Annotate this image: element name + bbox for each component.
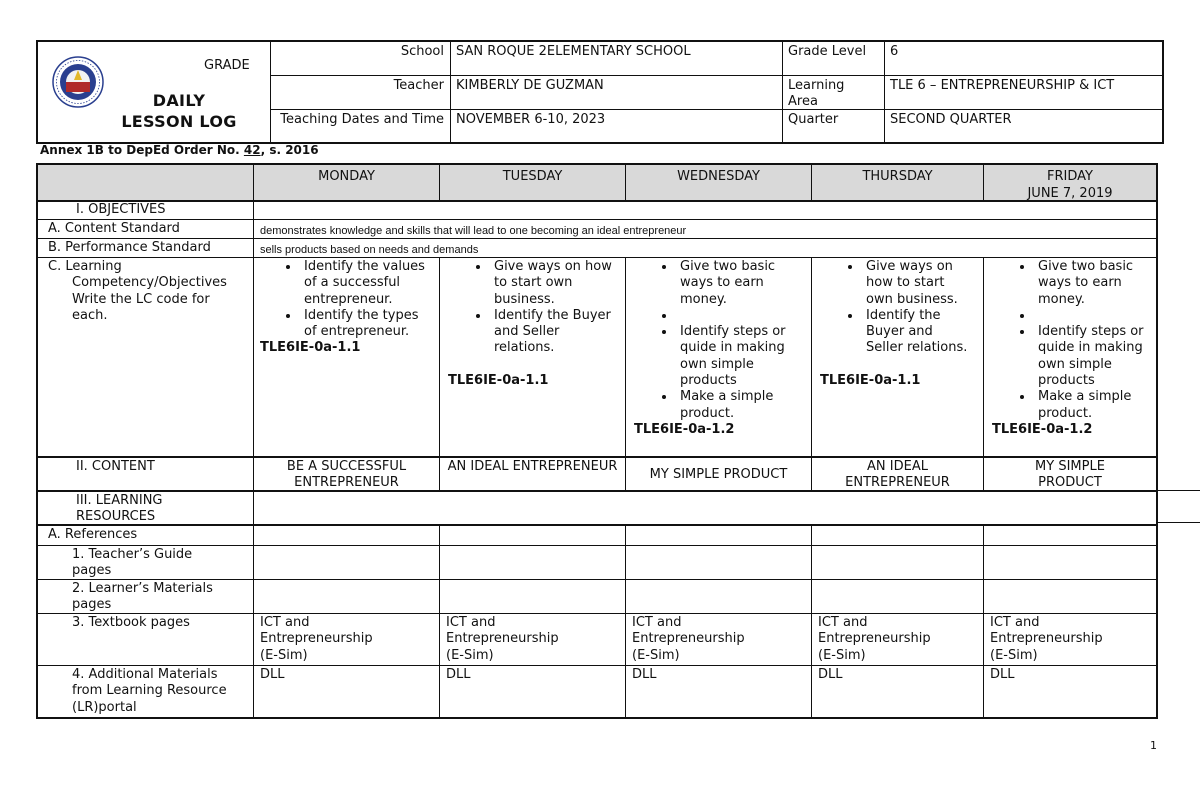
dates-label: Teaching Dates and Time [280, 112, 444, 127]
additional-tuesday: DLL [446, 667, 471, 682]
objective-item [676, 308, 799, 324]
lc-code-thursday: TLE6IE-0a-1.1 [820, 372, 921, 388]
lesson-log-header [36, 40, 1164, 144]
textbook-line: ICT and [990, 615, 1040, 630]
learning-area-label: Learning Area [788, 78, 845, 109]
table-overflow-line [1156, 490, 1200, 491]
textbook-line: Entrepreneurship [446, 631, 559, 647]
objective-item: • Identify the types of entrepreneur. [300, 308, 429, 341]
ref-additional-materials: 4. Additional Materials from Learning Resource (LR)portal [72, 667, 227, 715]
textbook-line: Entrepreneurship [632, 631, 745, 647]
lc-label-line-3: Write the LC code for each. [72, 291, 210, 323]
day-header-monday: MONDAY [254, 165, 439, 200]
table-overflow-line [1156, 522, 1200, 523]
content-tuesday: AN IDEAL ENTREPRENEUR [447, 459, 618, 474]
content-thursday: AN IDEAL ENTREPRENEUR [845, 459, 950, 491]
textbook-line: Entrepreneurship [990, 631, 1103, 647]
performance-standard-value: sells products based on needs and demands [260, 244, 479, 256]
content-standard-value: demonstrates knowledge and skills that will lead to one becoming an ideal entrepreneur [260, 225, 687, 237]
grade-label: GRADE [204, 58, 250, 73]
dates-value: NOVEMBER 6-10, 2023 [456, 112, 606, 127]
grade-level-value: 6 [890, 44, 899, 59]
title-line-1: DAILY [152, 91, 206, 110]
additional-thursday: DLL [818, 667, 843, 682]
day-header-wednesday: WEDNESDAY [626, 165, 811, 200]
grade-level-label: Grade Level [788, 44, 867, 59]
objective-item: • Identify the Buyer and Seller relations. [862, 308, 973, 357]
objectives-friday [984, 258, 1156, 439]
ref-teachers-guide: 1. Teacher’s Guide pages [72, 547, 193, 579]
objectives-tuesday [440, 258, 625, 390]
annex-reference [40, 143, 319, 157]
textbook-friday [984, 614, 1156, 665]
objective-item: • Make a simple product. [1034, 389, 1146, 422]
day-header-blank [38, 165, 253, 200]
quarter-label: Quarter [788, 112, 839, 127]
content-standard-label: A. Content Standard [48, 221, 180, 236]
objective-item: • Identify steps or quide in making own simple products [676, 324, 799, 389]
references-heading: A. References [48, 527, 138, 542]
friday-date: JUNE 7, 2019 [1027, 186, 1113, 201]
textbook-line: Entrepreneurship [260, 631, 373, 647]
objectives-thursday [812, 258, 983, 390]
ref-learners-materials: 2. Learner’s Materials pages [72, 581, 213, 613]
lc-code-monday: TLE6IE-0a-1.1 [260, 340, 361, 356]
textbook-line: (E-Sim) [260, 647, 308, 663]
textbook-line: (E-Sim) [818, 647, 866, 663]
content-monday: BE A SUCCESSFUL ENTREPRENEUR [286, 459, 407, 491]
objectives-monday [254, 258, 439, 358]
objective-item: • Give ways on how to start own business. [490, 259, 613, 308]
school-value: SAN ROQUE 2ELEMENTARY SCHOOL [456, 44, 691, 59]
lc-label-line-2: Competency/Objectives [72, 275, 227, 291]
content-wednesday: MY SIMPLE PRODUCT [649, 467, 788, 482]
textbook-line: ICT and [260, 615, 310, 630]
textbook-thursday [812, 614, 983, 665]
header-title-box [38, 42, 271, 142]
textbook-line: (E-Sim) [632, 647, 680, 663]
textbook-line: (E-Sim) [446, 647, 494, 663]
day-header-friday [984, 165, 1156, 200]
objectives-heading: I. OBJECTIVES [76, 202, 166, 217]
teacher-value: KIMBERLY DE GUZMAN [456, 78, 604, 93]
day-header-thursday: THURSDAY [812, 165, 983, 200]
objective-item: • Give two basic ways to earn money. [676, 259, 799, 308]
objective-item: • Give two basic ways to earn money. [1034, 259, 1146, 308]
performance-standard-label: B. Performance Standard [48, 240, 211, 255]
objective-item: • Identify the Buyer and Seller relations. [490, 308, 613, 357]
textbook-wednesday [626, 614, 811, 665]
lc-code-tuesday: TLE6IE-0a-1.1 [448, 372, 549, 388]
page-title [94, 90, 264, 132]
friday-label: FRIDAY [1047, 169, 1093, 184]
textbook-monday [254, 614, 439, 665]
ref-textbook-pages: 3. Textbook pages [72, 615, 190, 630]
learning-resources-heading: III. LEARNING RESOURCES [76, 493, 163, 525]
textbook-line: ICT and [446, 615, 496, 630]
objective-item: • Give ways on how to start own business. [862, 259, 973, 308]
objective-item: • Identify the values of a successful entrepreneur. [300, 259, 429, 308]
content-heading: II. CONTENT [76, 459, 155, 474]
textbook-line: Entrepreneurship [818, 631, 931, 647]
annex-suffix: , s. 2016 [260, 143, 319, 157]
learning-competency-label [38, 258, 253, 325]
annex-number: 42 [243, 143, 261, 157]
textbook-line: (E-Sim) [990, 647, 1038, 663]
annex-prefix: Annex 1B to DepEd Order No. [40, 143, 244, 157]
additional-monday: DLL [260, 667, 285, 682]
quarter-value: SECOND QUARTER [890, 112, 1012, 127]
lc-code-wednesday: TLE6IE-0a-1.2 [634, 421, 735, 437]
title-line-2: LESSON LOG [121, 112, 237, 131]
objective-item: • Make a simple product. [676, 389, 799, 422]
objectives-wednesday [626, 258, 811, 439]
objective-item [1034, 308, 1146, 324]
page-number: 1 [1150, 739, 1157, 752]
textbook-tuesday [440, 614, 625, 665]
teacher-label: Teacher [393, 78, 444, 93]
day-header-tuesday: TUESDAY [440, 165, 625, 200]
additional-friday: DLL [990, 667, 1015, 682]
lesson-plan-table [36, 163, 1158, 719]
objective-item: • Identify steps or quide in making own simple products [1034, 324, 1146, 389]
lc-label-line-1: C. Learning [48, 259, 122, 274]
additional-wednesday: DLL [632, 667, 657, 682]
school-label: School [400, 44, 444, 59]
lc-code-friday: TLE6IE-0a-1.2 [992, 421, 1093, 437]
textbook-line: ICT and [632, 615, 682, 630]
content-friday: MY SIMPLE PRODUCT [1035, 459, 1105, 491]
learning-area-value: TLE 6 – ENTREPRENEURSHIP & ICT [890, 78, 1115, 93]
textbook-line: ICT and [818, 615, 868, 630]
